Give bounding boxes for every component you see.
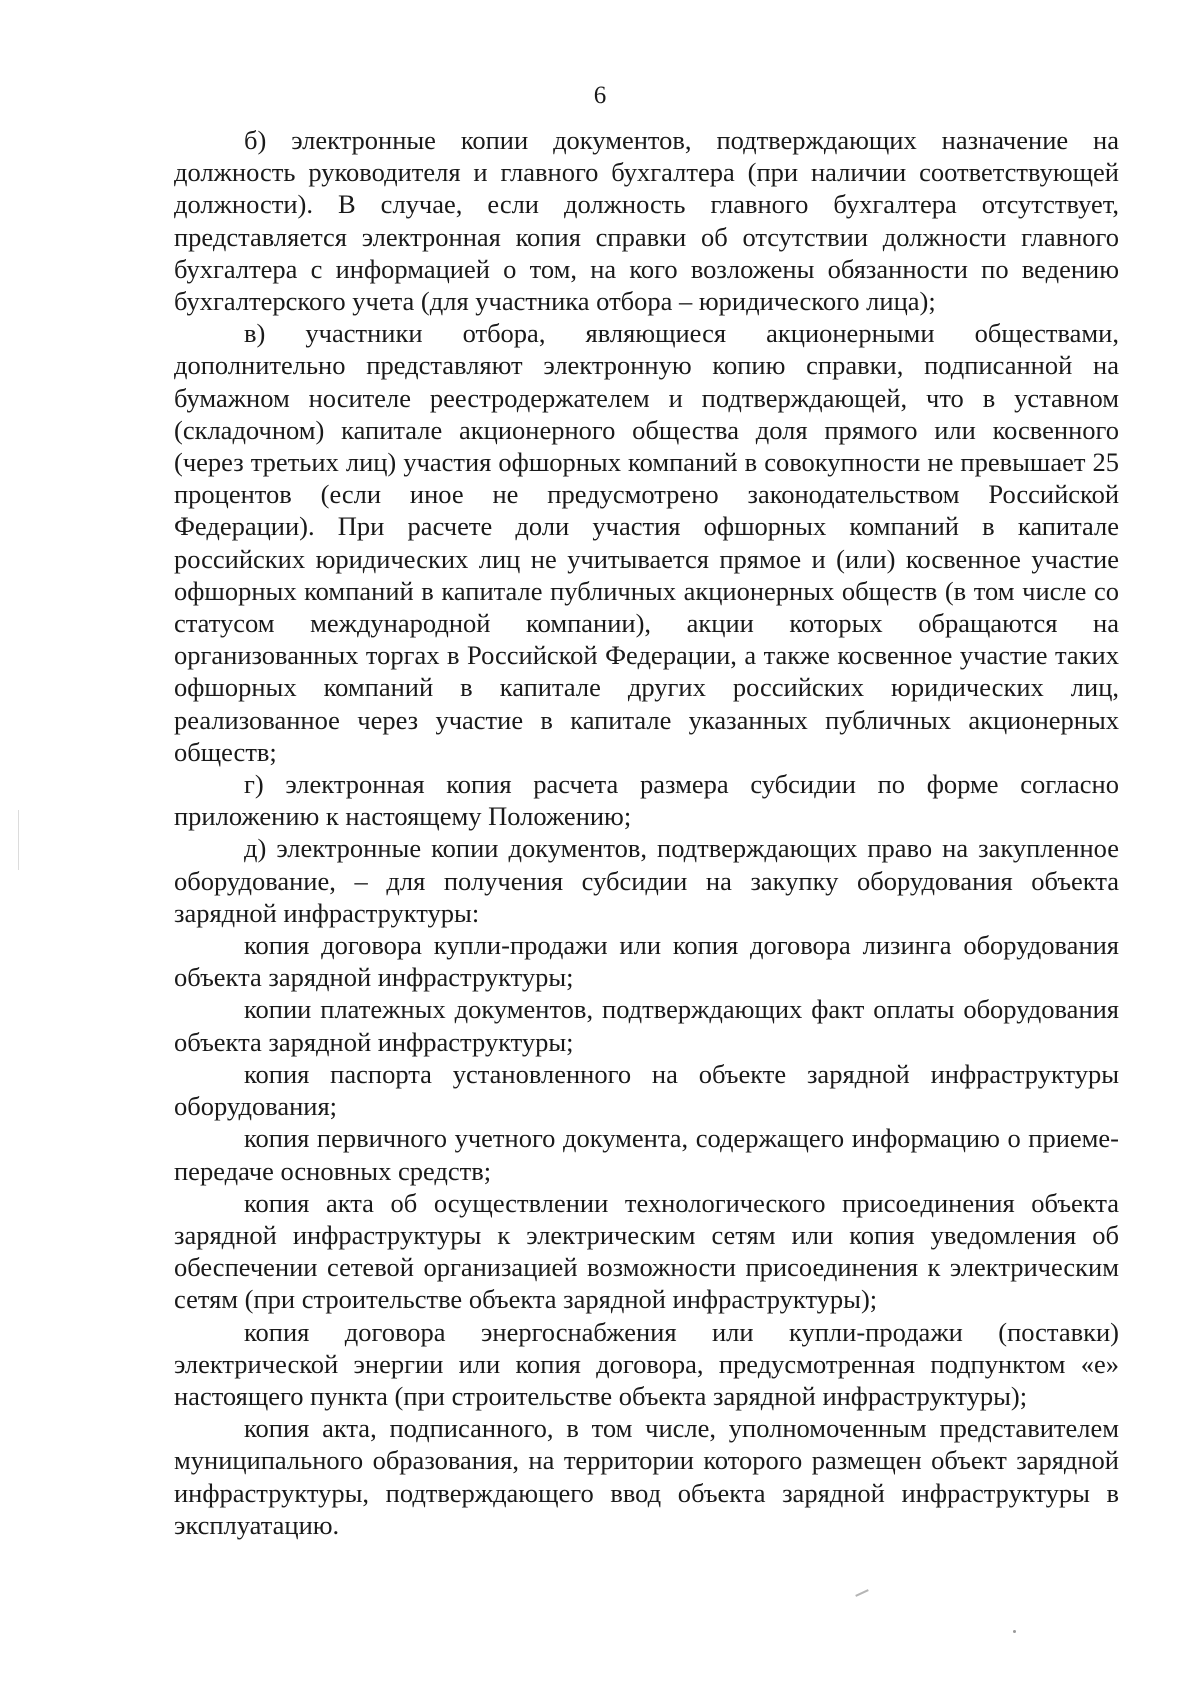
paragraph-g: г) электронная копия расчета размера субсидии по форме согласно приложению к настоящему Положению;	[174, 769, 1119, 832]
list-item-energy-contract: копия договора энергоснабжения или купли-продажи (поставки) электрической энергии или копия договора, предусмотренная подпунктом «е» настоящего пункта (при строительстве объекта зарядной инфраструктуры);	[174, 1316, 1119, 1411]
list-item-commissioning-act: копия акта, подписанного, в том числе, уполномоченным представителем муниципального образования, на территории которого размещен объект зарядной инфраструктуры, подтверждающего ввод объекта зарядной инфраструктуры в эксплуатацию.	[174, 1413, 1119, 1540]
list-item-connection-act: копия акта об осуществлении технологического присоединения объекта зарядной инфраструктуры к электрическим сетям или копия уведомления об обеспечении сетевой организацией возможности присоединения к электрическим сетям (при строительстве объекта зарядной инфраструктуры);	[174, 1187, 1119, 1315]
list-item-leasing-contract: копия договора купли-продажи или копия договора лизинга оборудования объекта зарядной инфраструктуры;	[174, 930, 1119, 993]
scan-artifact-line	[18, 810, 19, 870]
scan-artifact-tick	[855, 1589, 869, 1597]
scan-artifact-dot	[1013, 1630, 1016, 1633]
paragraph-d: д) электронные копии документов, подтверждающих право на закупленное оборудование, – для получения субсидии на закупку оборудования объекта зарядной инфраструктуры:	[174, 833, 1119, 928]
list-item-payment-documents: копии платежных документов, подтверждающих факт оплаты оборудования объекта зарядной инфраструктуры;	[174, 994, 1119, 1057]
paragraph-b: б) электронные копии документов, подтверждающих назначение на должность руководителя и главного бухгалтера (при наличии соответствующей должности). В случае, если должность главного бухгалтера отсутствует, представляется электронная копия справки об отсутствии должности главного бухгалтера с информацией о том, на кого возложены обязанности по ведению бухгалтерского учета (для участника отбора – юридического лица);	[174, 125, 1119, 317]
page-number: 6	[593, 82, 607, 109]
paragraph-v: в) участники отбора, являющиеся акционерными обществами, дополнительно представляют электронную копию справки, подписанной на бумажном носителе реестродержателем и подтверждающей, что в уставном (складочном) капитале акционерного общества доля прямого или косвенного (через третьих лиц) участия офшорных компаний в совокупности не превышает 25 процентов (если иное не предусмотрено законодательством Российской Федерации). При расчете доли участия офшорных компаний в капитале российских юридических лиц не учитывается прямое и (или) косвенное участие офшорных компаний в капитале публичных акционерных обществ (в том числе со статусом международной компании), акции которых обращаются на организованных торгах в Российской Федерации, а также косвенное участие таких офшорных компаний в капитале других российских юридических лиц, реализованное через участие в капитале указанных публичных акционерных обществ;	[174, 318, 1119, 767]
document-body	[174, 124, 1119, 1541]
list-item-equipment-passport: копия паспорта установленного на объекте зарядной инфраструктуры оборудования;	[174, 1058, 1119, 1122]
list-item-primary-document: копия первичного учетного документа, содержащего информацию о приеме-передаче основных средств;	[174, 1123, 1119, 1186]
